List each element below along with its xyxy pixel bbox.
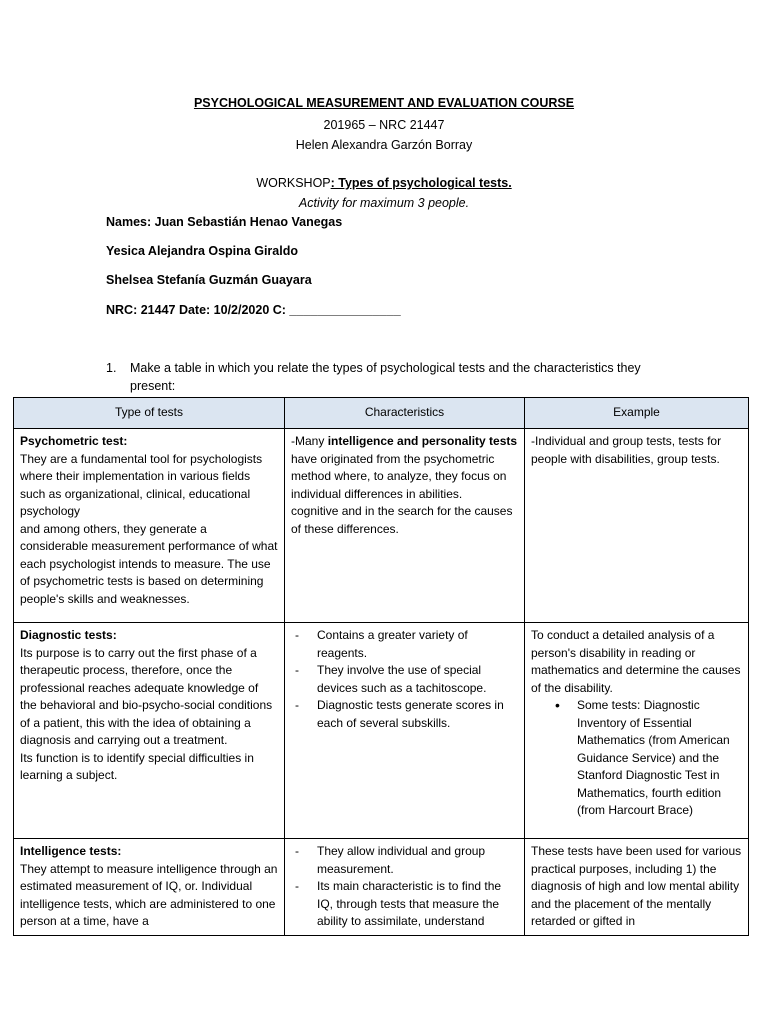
workshop-title: : Types of psychological tests. [330, 176, 512, 190]
list-item: - They allow individual and group measurement. [291, 843, 518, 878]
table-row [14, 623, 749, 839]
list-item: - Diagnostic tests generate scores in each of several subskills. [291, 697, 518, 732]
type-description: They are a fundamental tool for psychologists where their implementation in various fields such as organizational, clinical, educational psychology and among others, they generate a considerable measurement performance of what each psychologist intends to measure. The use of psychometric tests is based on determining people's skills and weaknesses. [20, 451, 278, 606]
type-cell [14, 839, 285, 936]
example-cell [525, 623, 749, 839]
example-cell [525, 429, 749, 623]
characteristics-post: have originated from the psychometric method where, to analyze, they focus on individual differences in abilities. cognitive and in the search for the causes of these differences. [291, 451, 513, 536]
course-title: PSYCHOLOGICAL MEASUREMENT AND EVALUATION COURSE [193, 96, 575, 110]
example-text: To conduct a detailed analysis of a person's disability in reading or mathematics and determine the causes of the disability. [531, 628, 741, 695]
characteristics-list [291, 627, 518, 732]
names-line: Names: Juan Sebastián Henao Vanegas [106, 215, 343, 229]
list-item: • Some tests: Diagnostic Inventory of Essential Mathematics (from American Guidance Service) and the Stanford Diagnostic Test in Mathematics, fourth edition (from Harcourt Brace) [531, 697, 742, 820]
list-item: - They involve the use of special devices such as a tachitoscope. [291, 662, 518, 697]
type-title: Psychometric test: [20, 434, 128, 448]
list-item: - Contains a greater variety of reagents. [291, 627, 518, 662]
activity-note: Activity for maximum 3 people. [298, 196, 470, 210]
header-example: Example [525, 398, 749, 429]
example-text: These tests have been used for various practical purposes, including 1) the diagnosis of high and low mental ability and the placement of the mentally retarded or gifted in [531, 844, 742, 928]
type-title: Intelligence tests: [20, 844, 122, 858]
characteristics-cell [285, 429, 525, 623]
table-header-row [14, 398, 749, 429]
characteristics-cell [285, 839, 525, 936]
characteristics-text [291, 433, 518, 538]
characteristics-list [291, 843, 518, 931]
type-cell [14, 429, 285, 623]
type-cell [14, 623, 285, 839]
type-description: They attempt to measure intelligence through an estimated measurement of IQ, or. Individual intelligence tests, which are administered to one person at a time, have a [20, 861, 278, 928]
header-characteristics: Characteristics [285, 398, 525, 429]
characteristics-bold: intelligence and personality tests [327, 434, 518, 448]
header-type: Type of tests [14, 398, 285, 429]
table-row [14, 839, 749, 936]
example-list [531, 697, 742, 820]
instruction-item [106, 359, 666, 395]
course-code: 201965 – NRC 21447 [323, 118, 445, 132]
instruction-text: Make a table in which you relate the types of psychological tests and the characteristics they present: [130, 361, 641, 394]
tests-table [13, 397, 749, 936]
characteristics-pre: -Many [291, 434, 328, 448]
teacher-name: Helen Alexandra Garzón Borray [295, 138, 473, 152]
type-description: Its purpose is to carry out the first phase of a therapeutic process, therefore, once the professional reaches adequate knowledge of the behavioral and bio-psycho-social conditions of a patient, this with the idea of obtaining a diagnosis and carrying out a treatment. Its function is to identify special difficulties in learning a subject. [20, 645, 273, 782]
nrc-date-line: NRC: 21447 Date: 10/2/2020 C: ________________ [106, 303, 401, 317]
list-item: - Its main characteristic is to find the IQ, through tests that measure the ability to assimilate, understand [291, 878, 518, 931]
table-row [14, 429, 749, 623]
workshop-prefix: WORKSHOP [256, 176, 331, 190]
instruction-number: 1. [106, 361, 117, 375]
example-cell [525, 839, 749, 936]
characteristics-cell [285, 623, 525, 839]
student-name-2: Yesica Alejandra Ospina Giraldo [106, 244, 298, 258]
example-text: -Individual and group tests, tests for people with disabilities, group tests. [531, 434, 722, 466]
student-name-3: Shelsea Stefanía Guzmán Guayara [106, 273, 312, 287]
type-title: Diagnostic tests: [20, 628, 117, 642]
workshop-heading [0, 174, 768, 192]
